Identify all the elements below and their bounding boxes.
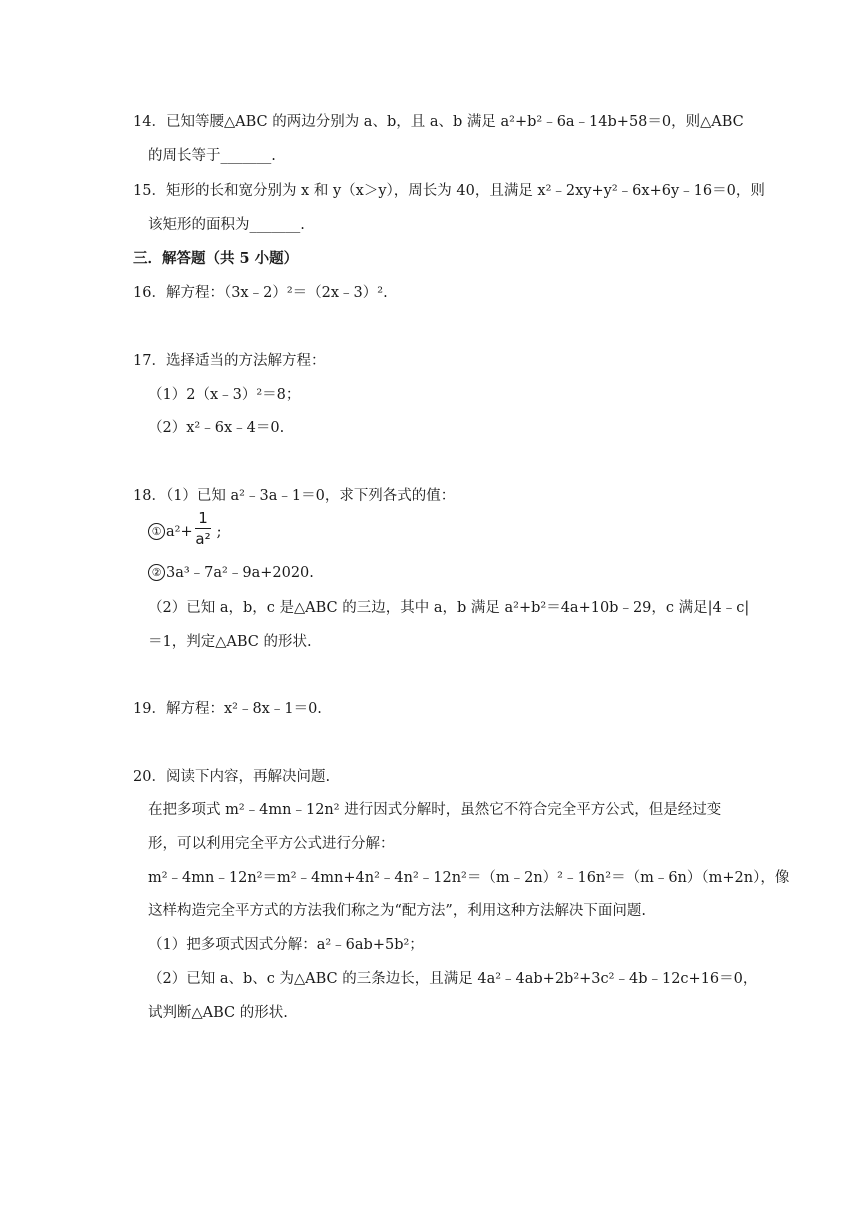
question-18-part2-line2: ＝1，判定△ABC 的形状. [148, 634, 312, 650]
fraction-one-over-a-squared [191, 509, 215, 548]
fraction-numerator: 1 [198, 509, 208, 527]
question-20-para2: 形，可以利用完全平方公式进行分解： [148, 836, 395, 852]
question-17-part2: （2）x²﹣6x﹣4＝0. [148, 420, 285, 436]
question-17-part1: （1）2（x﹣3）²＝8； [148, 387, 301, 403]
question-15-line1: 15．矩形的长和宽分别为 x 和 y（x＞y），周长为 40，且满足 x²﹣2xy+y²﹣6x+6y﹣16＝0，则 [133, 183, 765, 199]
fraction-bar [195, 528, 211, 529]
question-20-para1: 在把多项式 m²﹣4mn﹣12n² 进行因式分解时，虽然它不符合完全平方公式，但是经过变 [148, 802, 722, 818]
question-19: 19．解方程：x²﹣8x﹣1＝0. [133, 701, 322, 717]
question-18-item2 [148, 563, 314, 583]
question-20-part2-line1: （2）已知 a、b、c 为△ABC 的三条边长，且满足 4a²﹣4ab+2b²+3c²﹣4b﹣12c+16＝0， [148, 971, 758, 987]
question-20: 20．阅读下内容，再解决问题. [133, 769, 331, 785]
question-18-part2-line1: （2）已知 a，b，c 是△ABC 的三边，其中 a，b 满足 a²+b²＝4a+10b﹣29，c 满足|4﹣c| [148, 600, 750, 616]
fraction-denominator: a² [195, 530, 211, 548]
question-16: 16．解方程：（3x﹣2）²＝（2x﹣3）². [133, 285, 388, 301]
question-15-line2: 该矩形的面积为_______. [148, 217, 305, 233]
question-14-line1: 14．已知等腰△ABC 的两边分别为 a、b，且 a、b 满足 a²+b²﹣6a﹣14b+58＝0，则△ABC [133, 114, 744, 130]
circled-number-2: ② [148, 564, 165, 581]
question-14-line2: 的周长等于_______. [148, 148, 276, 164]
item1-expression: a²+ [166, 524, 193, 540]
question-17: 17．选择适当的方法解方程： [133, 353, 326, 369]
question-20-part1: （1）把多项式因式分解：a²﹣6ab+5b²； [148, 937, 424, 953]
item2-expression: 3a³﹣7a²﹣9a+2020. [166, 565, 314, 581]
question-20-part2-line2: 试判断△ABC 的形状. [148, 1005, 288, 1021]
circled-number-1: ① [148, 523, 165, 540]
item1-end: ; [216, 524, 222, 540]
section-3-heading: 三．解答题（共 5 小题） [133, 250, 299, 267]
question-18: 18．（1）已知 a²﹣3a﹣1＝0，求下列各式的值： [133, 488, 456, 504]
question-20-para4: 这样构造完全平方式的方法我们称之为“配方法”，利用这种方法解决下面问题. [148, 903, 646, 919]
question-20-para3: m²﹣4mn﹣12n²＝m²﹣4mn+4n²﹣4n²﹣12n²＝（m﹣2n）²﹣16n²＝（m﹣6n）（m+2n），像 [148, 870, 790, 886]
